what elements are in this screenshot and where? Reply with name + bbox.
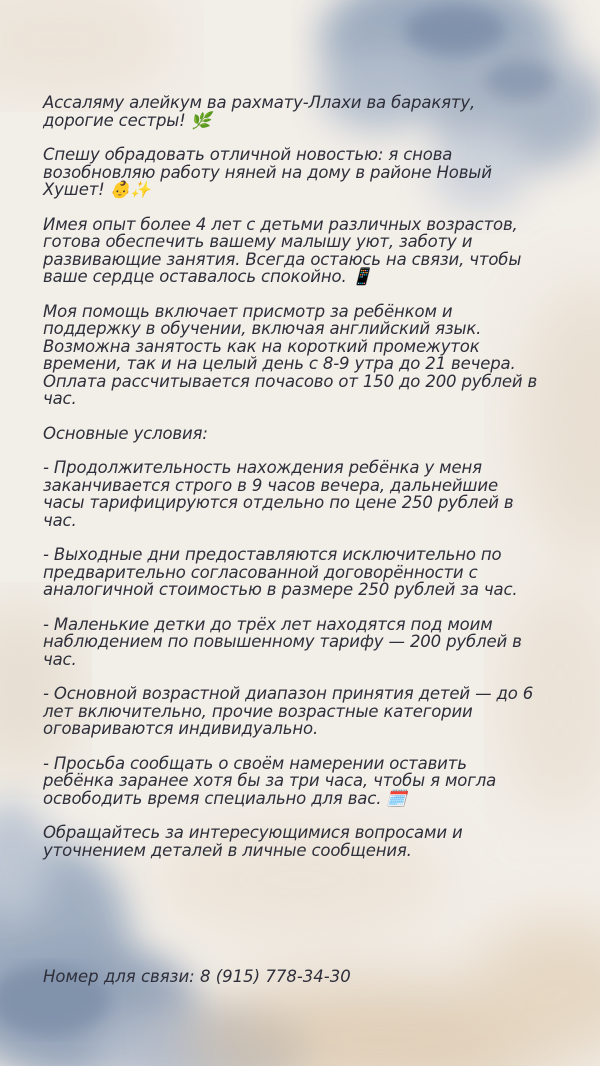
condition-item-toddlers: - Маленькие детки до трёх лет находятся под моим наблюдением по повышенному тарифу — 200 рублей в час. <box>43 614 522 669</box>
announcement-text <box>43 94 563 876</box>
condition-item-weekends: - Выходные дни предоставляются исключительно по предварительно согласованной договорённости с аналогичной стоимостью в размере 250 рублей за час. <box>43 545 518 599</box>
contact-phone: Номер для связи: 8 (915) 778-34-30 <box>43 967 351 986</box>
condition-item-age-range: - Основной возрастной диапазон принятия детей — до 6 лет включительно, прочие возрастные категории оговариваются индивидуально. <box>43 684 534 738</box>
news-paragraph: Спешу обрадовать отличной новостью: я снова возобновляю работу няней на дому в районе Новый Хушет! 👶✨ <box>43 145 492 199</box>
experience-paragraph: Имея опыт более 4 лет с детьми различных возрастов, готова обеспечить вашему малышу уют, заботу и развивающие занятия. Всегда остаюсь на связи, чтобы ваше сердце оставалось спокойно. 📱 <box>43 214 522 286</box>
condition-item-duration: - Продолжительность нахождения ребёнка у меня заканчивается строго в 9 часов вечера, дальнейшие часы тарифицируются отдельно по цене 250 рублей в час. <box>43 458 514 530</box>
condition-item-notice: - Просьба сообщать о своём намерении оставить ребёнка заранее хотя бы за три часа, чтобы я могла освободить время специально для вас. 🗓️ <box>43 753 497 808</box>
conditions-heading: Основные условия: <box>43 423 208 443</box>
services-paragraph: Моя помощь включает присмотр за ребёнком и поддержку в обучении, включая английский язык. Возможна занятость как на короткий промежуток времени, так и на целый день с 8-9 утра до 21 вечера. Оплата рассчитывается почасово от 150 до 200 рублей в час. <box>43 301 538 408</box>
contact-invitation-paragraph: Обращайтесь за интересующимися вопросами и уточнением деталей в личные сообщения. <box>43 823 463 860</box>
greeting-paragraph: Ассаляму алейкум ва рахмату-Ллахи ва баракяту, дорогие сестры! 🌿 <box>43 93 476 130</box>
